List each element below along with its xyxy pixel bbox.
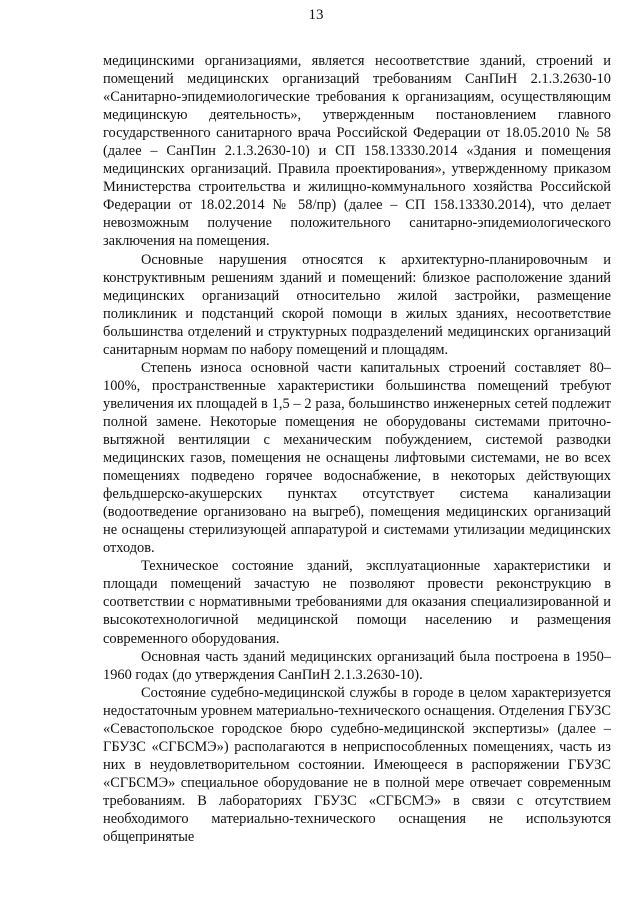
page-number: 13 [308,7,324,23]
paragraph-1: медицинскими организациями, является несоответствие зданий, строений и помещений медицинских организаций требованиям СанПиН 2.1.3.2630-10 «Санитарно-эпидемиологические требования к организациям, осуществляющим медицинскую деятельность», утвержденным постановлением главного государственного санитарного врача Российской Федерации от 18.05.2010 № 58 (далее – СанПин 2.1.3.2630-10) и СП 158.13330.2014 «Здания и помещения медицинских организаций. Правила проектирования», утвержденному приказом Министерства строительства и жилищно-коммунального хозяйства Российской Федерации от 18.02.2014 № 58/пр) (далее – СП 158.13330.2014), что делает невозможным получение положительного санитарно-эпидемиологического заключения на помещения. [103,53,611,250]
document-body [103,52,611,846]
paragraph-2: Основные нарушения относятся к архитектурно-планировочным и конструктивным решениям зданий и помещений: близкое расположение зданий медицинских организаций относительно жилой застройки, размещение поликлиник и подстанций скорой помощи в жилых зданиях, несоответствие большинства отделений и структурных подразделений медицинских организаций санитарным нормам по набору помещений и площадям. [103,251,611,358]
paragraph-6: Состояние судебно-медицинской службы в городе в целом характеризуется недостаточным уровнем материально-технического оснащения. Отделения ГБУЗС «Севастопольское городское бюро судебно-медицинской экспертизы» (далее – ГБУЗС «СГБСМЭ») располагаются в неприспособленных помещениях, часть из них в неудовлетворительном состоянии. Имеющееся в распоряжении ГБУЗС «СГБСМЭ» специальное оборудование не в полной мере отвечает современным требованиям. В лабораториях ГБУЗС «СГБСМЭ» в связи с отсутствием необходимого материально-технического оснащения не используются общепринятые [103,684,611,846]
paragraph-5: Основная часть зданий медицинских организаций была построена в 1950–1960 годах (до утверждения СанПиН 2.1.3.2630-10). [103,648,611,683]
paragraph-4: Техническое состояние зданий, эксплуатационные характеристики и площади помещений зачастую не позволяют провести реконструкцию в соответствии с нормативными требованиями для оказания специализированной и высокотехнологичной медицинской помощи населению и размещения современного оборудования. [103,558,611,647]
paragraph-3: Степень износа основной части капитальных строений составляет 80–100%, пространственные характеристики большинства помещений требуют увеличения их площадей в 1,5 – 2 раза, большинство инженерных сетей подлежит полной замене. Некоторые помещения не оборудованы системами приточно-вытяжной вентиляции с механическим побуждением, системой разводки медицинских газов, помещения не оснащены лифтовыми системами, не во всех помещениях подведено горячее водоснабжение, в некоторых действующих фельдшерско-акушерских пунктах отсутствует система канализации (водоотведение организовано на выгреб), помещения медицинских организаций не оснащены стерилизующей аппаратурой и системами утилизации медицинских отходов. [103,359,611,557]
